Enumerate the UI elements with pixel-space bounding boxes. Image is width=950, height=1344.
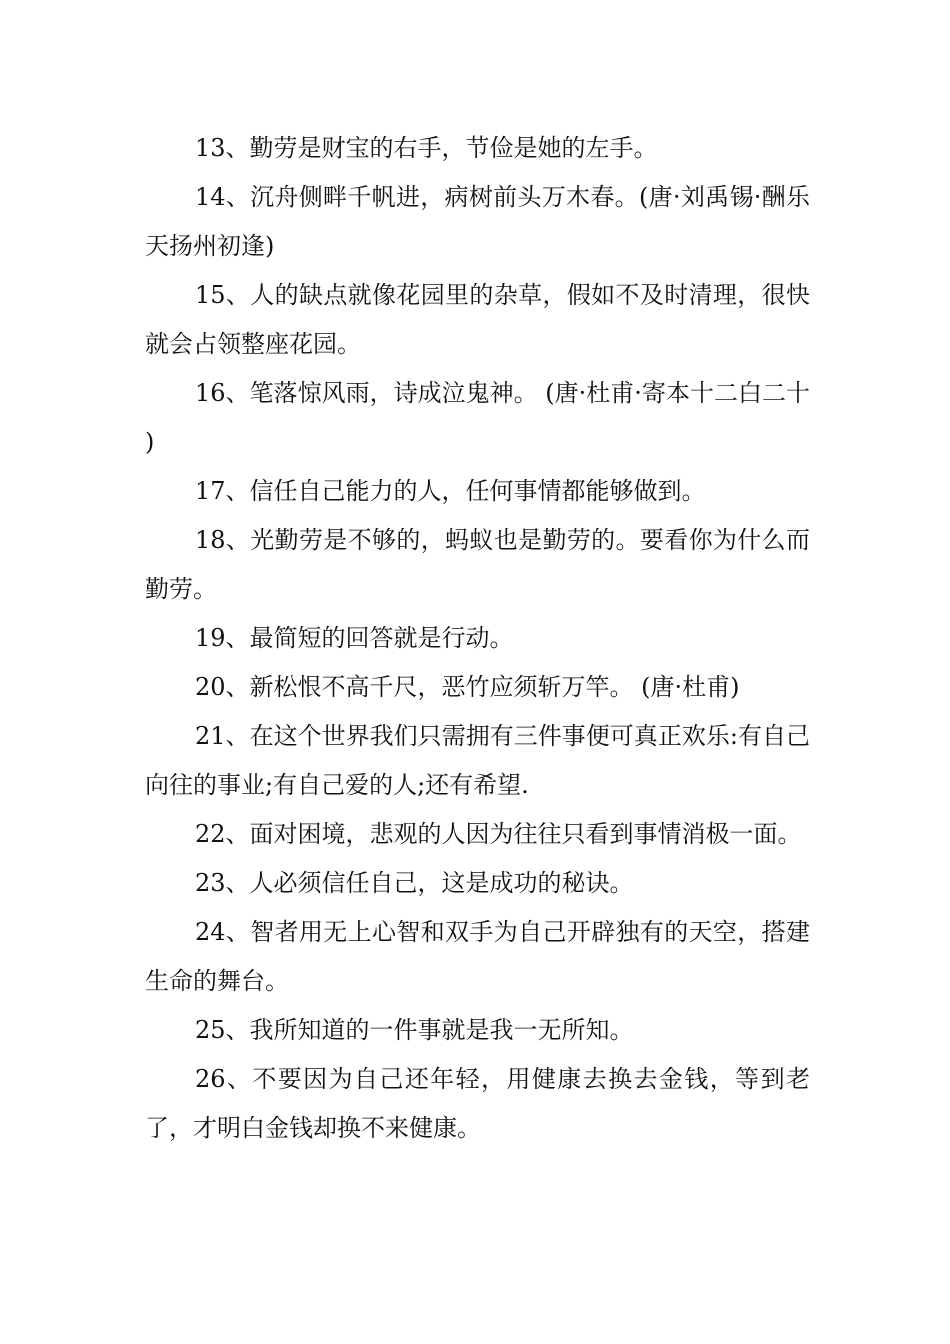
quote-paragraph-13: 13、勤劳是财宝的右手，节俭是她的左手。 <box>195 134 658 162</box>
quote-paragraph-24: 24、智者用无上心智和双手为自己开辟独有的天空，搭建生命的舞台。 <box>145 918 810 995</box>
quote-paragraph-23: 23、人必须信任自己，这是成功的秘诀。 <box>195 869 634 897</box>
body-text <box>145 124 810 1153</box>
quote-paragraph-17: 17、信任自己能力的人，任何事情都能够做到。 <box>195 477 706 505</box>
quote-paragraph-22: 22、面对困境，悲观的人因为往往只看到事情消极一面。 <box>195 820 802 848</box>
quote-paragraph-21: 21、在这个世界我们只需拥有三件事便可真正欢乐:有自己向往的事业;有自己爱的人;还有希望. <box>145 722 810 799</box>
quote-paragraph-19: 19、最简短的回答就是行动。 <box>195 624 514 652</box>
quote-paragraph-18: 18、光勤劳是不够的，蚂蚁也是勤劳的。要看你为什么而勤劳。 <box>145 526 810 603</box>
quote-paragraph-16: 16、笔落惊风雨，诗成泣鬼神。 (唐·杜甫·寄本十二白二十 ) <box>145 379 810 456</box>
quote-paragraph-26: 26、不要因为自己还年轻，用健康去换去金钱，等到老了，才明白金钱却换不来健康。 <box>145 1065 810 1142</box>
quote-paragraph-20: 20、新松恨不高千尺，恶竹应须斩万竿。 (唐·杜甫) <box>195 673 740 701</box>
quote-paragraph-14: 14、沉舟侧畔千帆进，病树前头万木春。(唐·刘禹锡·酬乐天扬州初逢) <box>145 183 810 260</box>
quote-paragraph-25: 25、我所知道的一件事就是我一无所知。 <box>195 1016 634 1044</box>
quote-paragraph-15: 15、人的缺点就像花园里的杂草，假如不及时清理，很快就会占领整座花园。 <box>145 281 810 358</box>
